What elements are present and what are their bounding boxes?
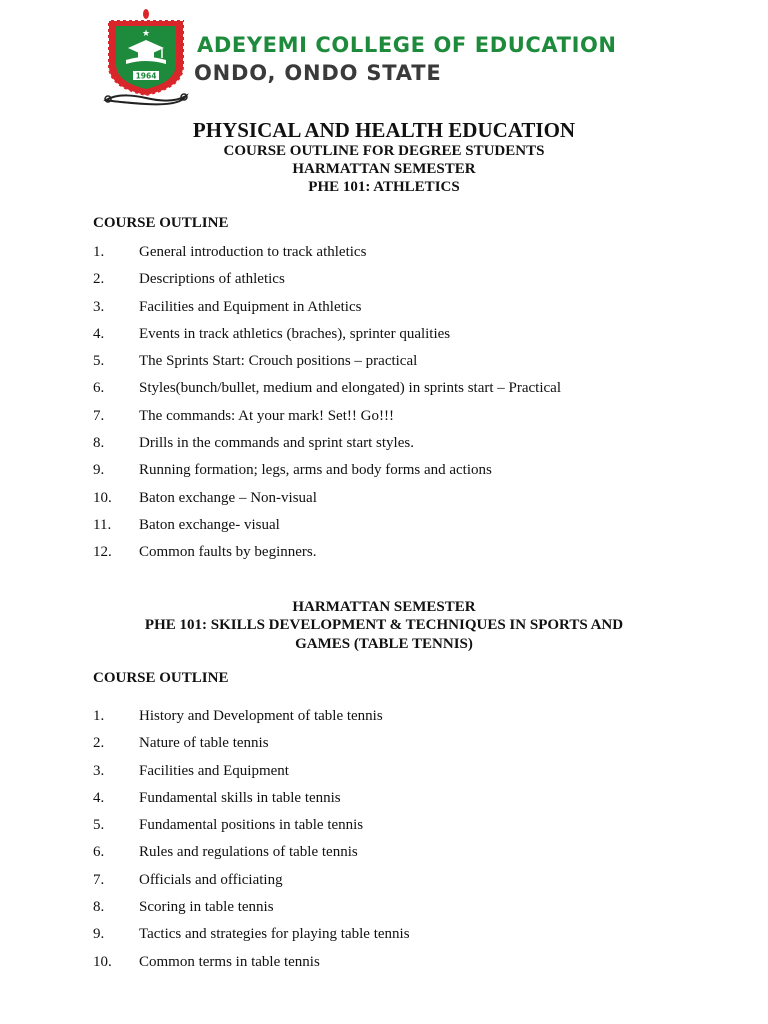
list-item-text: Running formation; legs, arms and body forms and actions	[139, 462, 492, 479]
list-item-text: Common terms in table tennis	[139, 953, 320, 970]
list-item	[0, 298, 768, 325]
list-item-number: 1.	[93, 244, 105, 260]
section2-semester-label: HARMATTAN SEMESTER	[292, 599, 476, 615]
list-item-number: 12.	[93, 544, 112, 561]
list-item-text: The Sprints Start: Crouch positions – practical	[139, 353, 418, 370]
list-item-text: Events in track athletics (braches), sprinter qualities	[139, 325, 451, 342]
svg-text:1964: 1964	[135, 71, 157, 81]
list-item-number: 7.	[93, 871, 105, 888]
list-item	[0, 898, 768, 925]
college-location: ONDO, ONDO STATE	[194, 61, 442, 85]
list-item-text: Facilities and Equipment in Athletics	[139, 298, 362, 315]
list-item-text: Styles(bunch/bullet, medium and elongated) in sprints start – Practical	[139, 380, 561, 397]
document-subtitle: COURSE OUTLINE FOR DEGREE STUDENTS	[223, 143, 545, 159]
list-item	[0, 489, 768, 516]
list-item-number: 6.	[93, 380, 105, 397]
list-item-number: 10.	[93, 489, 112, 506]
list-item-text: Nature of table tennis	[139, 735, 269, 752]
list-item-text: Descriptions of athletics	[139, 271, 285, 288]
list-item	[0, 953, 768, 980]
athletics-outline-list	[0, 243, 768, 571]
section2-course-title: PHE 101: SKILLS DEVELOPMENT & TECHNIQUES IN SPORTS AND	[144, 617, 624, 633]
list-item	[0, 734, 768, 761]
svg-text:★: ★	[141, 29, 151, 39]
list-item-number: 10.	[93, 953, 112, 970]
semester-label: HARMATTAN SEMESTER	[292, 161, 476, 177]
list-item	[0, 461, 768, 488]
list-item	[0, 843, 768, 870]
list-item-text: Drills in the commands and sprint start styles.	[139, 435, 414, 452]
list-item-number: 11.	[93, 516, 112, 533]
list-item	[0, 407, 768, 434]
list-item	[0, 871, 768, 898]
list-item-text: Baton exchange – Non-visual	[139, 489, 317, 506]
list-item-text: Scoring in table tennis	[139, 899, 274, 916]
list-item-text: Tactics and strategies for playing table tennis	[139, 926, 410, 943]
letterhead	[0, 0, 768, 112]
list-item	[0, 434, 768, 461]
list-item-text: The commands: At your mark! Set!! Go!!!	[139, 407, 394, 424]
list-item-text: Fundamental positions in table tennis	[139, 817, 364, 834]
list-item-number: 9.	[93, 926, 105, 943]
course-outline-heading: COURSE OUTLINE	[93, 215, 229, 231]
list-item-text: Facilities and Equipment	[139, 762, 289, 779]
list-item-text: Rules and regulations of table tennis	[139, 844, 358, 861]
list-item-number: 1.	[93, 708, 105, 724]
college-crest-logo	[100, 8, 192, 108]
list-item	[0, 379, 768, 406]
list-item	[0, 270, 768, 297]
list-item-text: Fundamental skills in table tennis	[139, 789, 341, 806]
course-outline-heading: COURSE OUTLINE	[93, 670, 229, 686]
course-title: PHE 101: ATHLETICS	[308, 179, 460, 195]
list-item	[0, 243, 768, 270]
list-item-number: 8.	[93, 899, 105, 916]
list-item	[0, 816, 768, 843]
list-item-text: Baton exchange- visual	[139, 516, 280, 533]
list-item-number: 4.	[93, 325, 105, 342]
list-item	[0, 516, 768, 543]
list-item-number: 4.	[93, 789, 105, 806]
list-item-text: Officials and officiating	[139, 871, 283, 888]
list-item-number: 5.	[93, 353, 105, 370]
list-item-number: 8.	[93, 435, 105, 452]
department-title: PHYSICAL AND HEALTH EDUCATION	[192, 118, 576, 142]
list-item-number: 2.	[93, 271, 105, 288]
section2-course-title-cont: GAMES (TABLE TENNIS)	[295, 636, 473, 652]
list-item-number: 2.	[93, 735, 105, 752]
list-item-number: 6.	[93, 844, 105, 861]
list-item-number: 3.	[93, 298, 105, 315]
list-item-number: 3.	[93, 762, 105, 779]
list-item	[0, 925, 768, 952]
list-item	[0, 707, 768, 734]
list-item-text: Common faults by beginners.	[139, 544, 317, 561]
list-item	[0, 325, 768, 352]
list-item	[0, 543, 768, 570]
list-item-text: General introduction to track athletics	[139, 244, 367, 260]
list-item	[0, 352, 768, 379]
table-tennis-outline-list	[0, 707, 768, 980]
list-item-number: 5.	[93, 817, 105, 834]
list-item	[0, 762, 768, 789]
list-item-text: History and Development of table tennis	[139, 708, 383, 724]
college-name: ADEYEMI COLLEGE OF EDUCATION	[197, 33, 617, 57]
list-item-number: 7.	[93, 407, 105, 424]
list-item	[0, 789, 768, 816]
list-item-number: 9.	[93, 462, 105, 479]
